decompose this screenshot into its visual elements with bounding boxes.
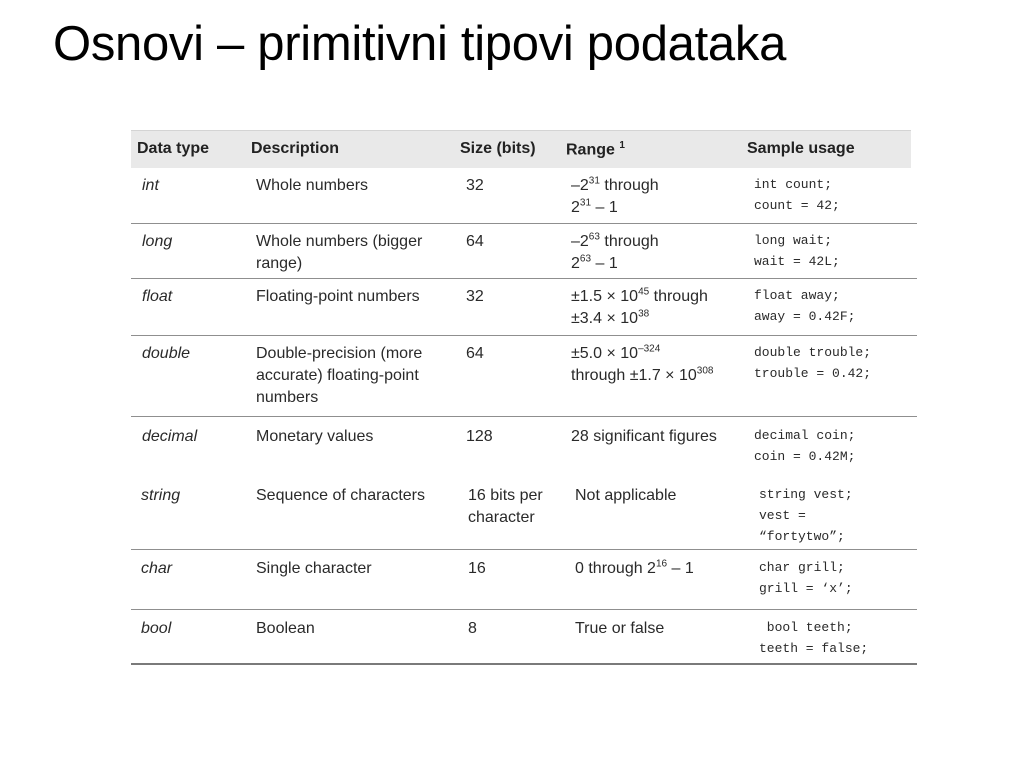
row-type: decimal [142, 428, 198, 445]
range-line-1: $-2^{63}$ through [571, 231, 659, 250]
row-size: 64 [466, 233, 484, 250]
row-range: True or false [575, 620, 665, 637]
row-range [571, 286, 746, 330]
row-size: 16 [468, 560, 486, 577]
table-row [131, 475, 917, 550]
slide-title: Osnovi – primitivni tipovi podataka [53, 17, 787, 71]
row-sample-code: char grill; grill = ‘x’; [759, 560, 853, 596]
table-row [131, 417, 917, 475]
row-description: Boolean [256, 620, 315, 637]
row-sample-code: bool teeth; teeth = false; [759, 620, 869, 656]
row-range [571, 231, 746, 275]
row-range: 28 significant figures [571, 428, 717, 445]
range-line-2: through $\pm 1.7 \times 10^{308}$ [571, 365, 714, 384]
header-data-type: Data type [137, 140, 210, 157]
table-row [131, 336, 917, 417]
table-header-row [131, 130, 911, 168]
row-sample-code: double trouble; trouble = 0.42; [754, 345, 872, 381]
row-range: Not applicable [575, 487, 677, 504]
row-sample-code: int count; count = 42; [754, 177, 840, 213]
header-description: Description [251, 140, 340, 157]
row-type: char [141, 560, 173, 577]
header-range-footnote: 1 [619, 140, 625, 151]
row-sample-code: decimal coin; coin = 0.42M; [754, 428, 856, 464]
range-line-2: $2^{31} - 1$ [571, 197, 618, 216]
header-range [566, 140, 625, 159]
range-line-1: $-2^{31}$ through [571, 175, 659, 194]
row-range [571, 175, 746, 219]
range-line-2: $2^{63} - 1$ [571, 253, 618, 272]
row-sample-code: string vest; vest = “fortytwo”; [759, 487, 853, 544]
table-row [131, 279, 917, 336]
row-range [571, 343, 746, 387]
row-size: 64 [466, 345, 484, 362]
row-type: float [142, 288, 173, 305]
range-line-1: $\pm 1.5 \times 10^{45}$ through [571, 286, 708, 305]
row-type: double [142, 345, 191, 362]
row-range [575, 558, 750, 580]
row-size: 8 [468, 620, 477, 637]
range-line-2: $\pm 3.4 \times 10^{38}$ [571, 308, 650, 327]
row-sample-code: float away; away = 0.42F; [754, 288, 856, 324]
range-line-1: $\pm 5.0 \times 10^{-324}$ [571, 343, 661, 362]
row-description: Floating-point numbers [256, 288, 420, 305]
table-row [131, 550, 917, 610]
row-size: 32 [466, 177, 484, 194]
row-description: Sequence of characters [256, 487, 425, 504]
row-type: string [141, 487, 181, 504]
header-range-label: Range [566, 141, 615, 159]
table-row [131, 224, 917, 279]
range-line-1: 0 through $2^{16} - 1$ [575, 558, 694, 577]
row-size: 32 [466, 288, 484, 305]
row-description: Whole numbers [256, 177, 369, 194]
row-size: 16 bits per character [468, 487, 543, 526]
row-description: Double-precision (more accurate) floating-point numbers [256, 345, 423, 406]
row-description: Single character [256, 560, 372, 577]
row-sample-code: long wait; wait = 42L; [754, 233, 840, 269]
data-types-table [131, 130, 917, 665]
header-size: Size (bits) [460, 140, 536, 157]
row-type: long [142, 233, 173, 250]
row-type: bool [141, 620, 172, 637]
table-row [131, 610, 917, 665]
row-description: Whole numbers (bigger range) [256, 233, 423, 272]
row-size: 128 [466, 428, 493, 445]
row-type: int [142, 177, 159, 194]
row-description: Monetary values [256, 428, 374, 445]
header-sample-usage: Sample usage [747, 140, 855, 157]
table-row [131, 168, 917, 224]
